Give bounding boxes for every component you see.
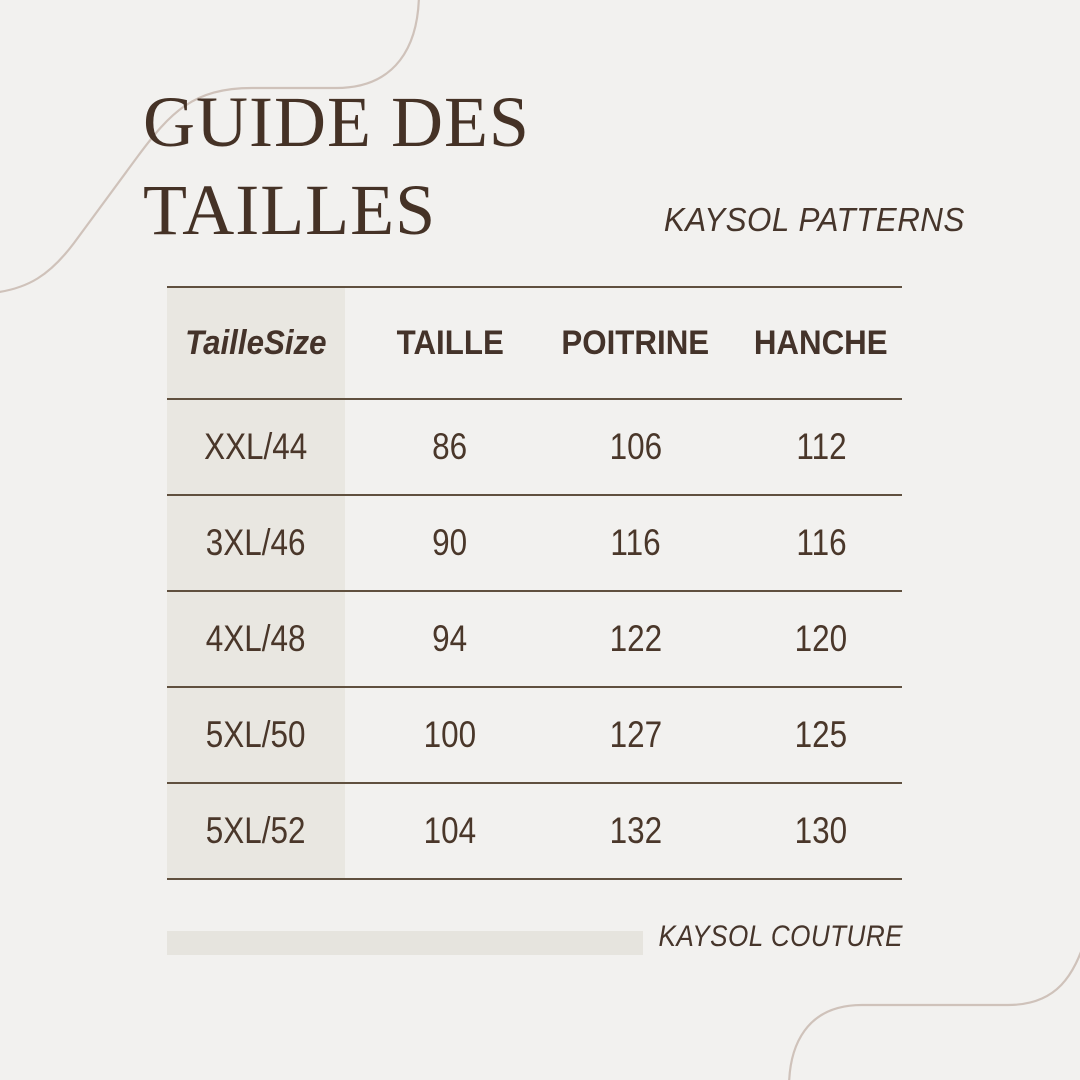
cell-hanche xyxy=(716,688,902,782)
cell-size xyxy=(167,688,345,782)
size-value: 3XL/46 xyxy=(206,522,306,563)
poitrine-value: 116 xyxy=(610,522,661,563)
taille-value: 104 xyxy=(423,810,477,851)
cell-taille xyxy=(345,592,531,686)
page-title xyxy=(143,78,530,254)
size-value: 5XL/52 xyxy=(206,810,306,851)
cell-hanche xyxy=(716,496,902,590)
header-cell-hanche xyxy=(716,288,902,398)
table-row xyxy=(167,592,902,688)
header-cell-taille xyxy=(345,288,531,398)
size-value: XXL/44 xyxy=(204,426,308,467)
cell-hanche xyxy=(716,784,902,878)
header-label-poitrine: POITRINE xyxy=(561,323,710,362)
header-label-taille: TAILLE xyxy=(396,323,504,362)
bottom-right-curve-line xyxy=(789,938,1080,1080)
header-cell-poitrine xyxy=(531,288,717,398)
cell-hanche xyxy=(716,400,902,494)
hanche-value: 112 xyxy=(796,426,847,467)
table-row xyxy=(167,496,902,592)
poitrine-value: 122 xyxy=(609,618,662,659)
header-label-size: TailleSize xyxy=(185,323,327,362)
cell-size xyxy=(167,496,345,590)
cell-poitrine xyxy=(531,496,717,590)
header-cell-size xyxy=(167,288,345,398)
cell-size xyxy=(167,784,345,878)
header-label-hanche: HANCHE xyxy=(754,323,889,362)
brand-name-bottom: KAYSOL COUTURE xyxy=(658,920,903,953)
poitrine-value: 127 xyxy=(609,714,662,755)
cell-poitrine xyxy=(531,688,717,782)
table-row xyxy=(167,784,902,880)
cell-hanche xyxy=(716,592,902,686)
taille-value: 90 xyxy=(432,522,468,563)
table-header-row xyxy=(167,288,902,400)
cell-taille xyxy=(345,400,531,494)
size-guide-table xyxy=(167,286,902,880)
cell-poitrine xyxy=(531,592,717,686)
cell-taille xyxy=(345,496,531,590)
footer-accent-bar xyxy=(167,931,643,955)
taille-value: 94 xyxy=(432,618,468,659)
hanche-value: 130 xyxy=(794,810,848,851)
table-row xyxy=(167,688,902,784)
hanche-value: 120 xyxy=(794,618,848,659)
cell-poitrine xyxy=(531,400,717,494)
taille-value: 86 xyxy=(432,426,468,467)
hanche-value: 125 xyxy=(794,714,848,755)
cell-size xyxy=(167,400,345,494)
hanche-value: 116 xyxy=(796,522,847,563)
taille-value: 100 xyxy=(423,714,477,755)
cell-poitrine xyxy=(531,784,717,878)
page-title-line2: TAILLES xyxy=(143,170,437,250)
page-title-line1: GUIDE DES xyxy=(143,82,530,162)
cell-taille xyxy=(345,784,531,878)
poitrine-value: 106 xyxy=(609,426,662,467)
cell-size xyxy=(167,592,345,686)
size-value: 4XL/48 xyxy=(206,618,306,659)
cell-taille xyxy=(345,688,531,782)
brand-name-top: KAYSOL PATTERNS xyxy=(664,201,965,238)
table-row xyxy=(167,400,902,496)
size-value: 5XL/50 xyxy=(206,714,306,755)
poitrine-value: 132 xyxy=(609,810,662,851)
